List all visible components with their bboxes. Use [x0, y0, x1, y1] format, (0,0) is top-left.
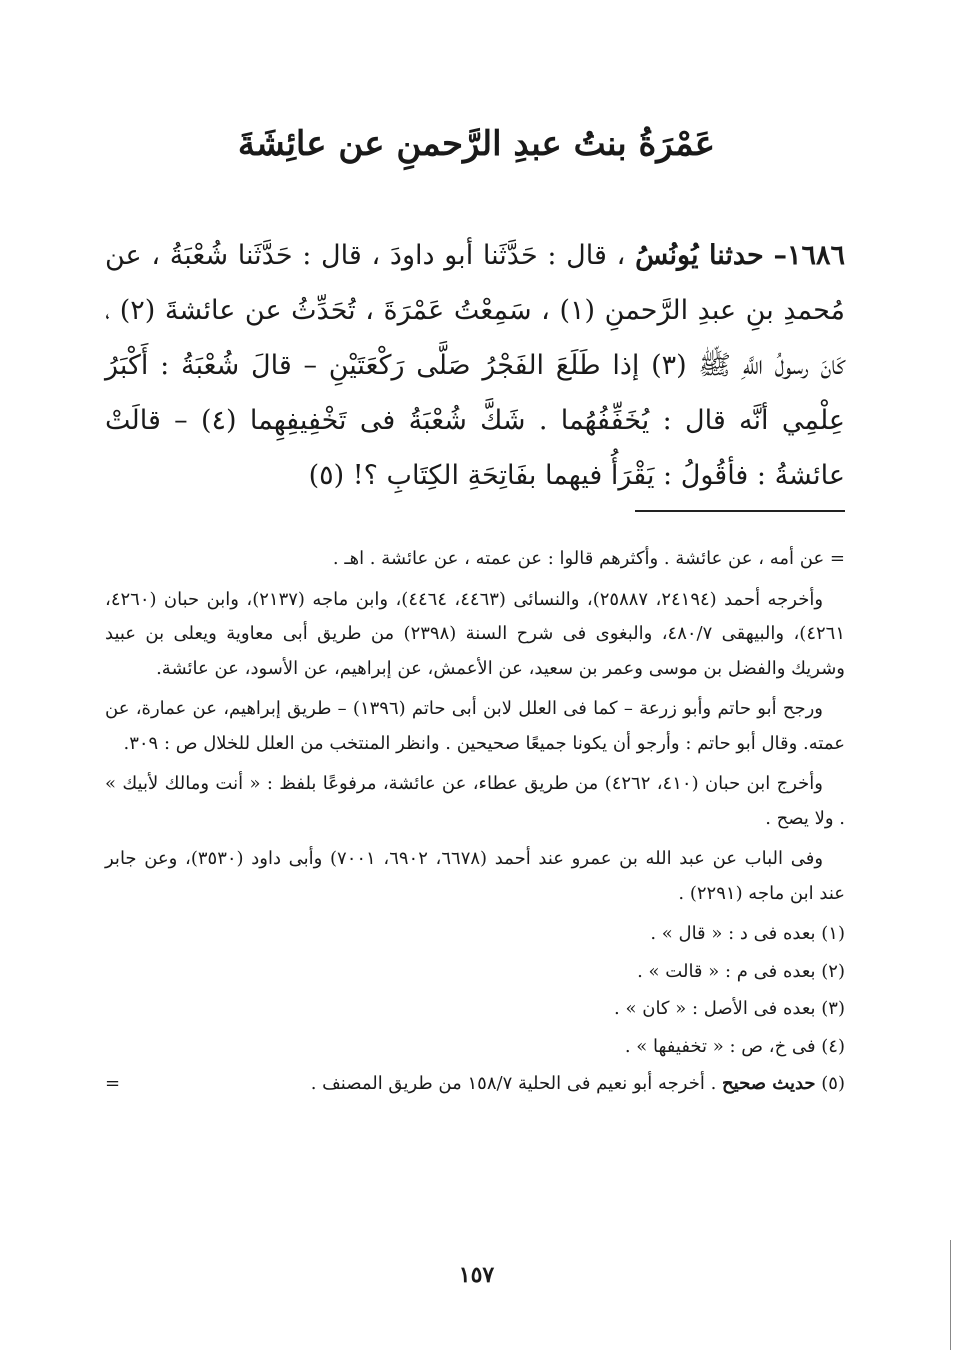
footnote-takhrij: وأخرج ابن حبان (٤١٠، ٤٢٦٢) من طريق عطاء، عن عائشة، مرفوعًا بلفظ : « أنت ومالك لأبيك » . ولا يصح .	[105, 773, 845, 829]
footnote-5-text: . أخرجه أبو نعيم فى الحلية ١٥٨/٧ من طريق المصنف .	[310, 1073, 717, 1094]
chapter-title: عَمْرَةُ بنتُ عبدِ الرَّحمنِ عن عائِشَةَ	[237, 124, 716, 164]
footnote-5-label: (٥)	[821, 1073, 845, 1094]
hadith-number: ١٦٨٦–	[773, 240, 845, 271]
footnote-item: (٤) فى خ، ص : « تخفيفها » .	[624, 1035, 845, 1057]
footnote-5-grading: حديث صحيح	[722, 1073, 816, 1094]
footnote-takhrij: وأخرجه أحمد (٢٤١٩٤، ٢٥٨٨٧)، والنسائى (٤٤٦٣، ٤٤٦٤)، وابن ماجه (٢١٣٧)، وابن حبان (٤٢٦٠، ٤٢٦١)، والبيهقى ٤٨٠/٧، والبغوى فى شرح السنة (٢٣٩٨) من طريق أبى معاوية ويعلى بن عبيد وشريك والفضل بن موسى وعمر بن سعيد، عن الأعمش، عن إبراهيم، عن الأسود، عن عائشة.	[105, 588, 845, 679]
footnote-takhrij: ورجح أبو حاتم وأبو زرعة – كما فى العلل لابن أبى حاتم (١٣٩٦) – طريق إبراهيم، عن عمارة، عن عمته. وقال أبو حاتم : وأرجو أن يكونا جميعًا صحيحين . وانظر المنتخب من العلل للخلال ص : ٣٠٩.	[105, 698, 845, 754]
footnote-item-5	[105, 1067, 845, 1102]
footnote-item: (١) بعده فى د : « قال » .	[650, 923, 845, 944]
footnote-separator	[635, 510, 845, 512]
scan-edge-line	[950, 1240, 951, 1350]
hadith-text-block	[105, 228, 845, 503]
footnote-item: (٣) بعده فى الأصل : « كان » .	[614, 998, 845, 1019]
page-number: ١٥٧	[458, 1262, 495, 1288]
continuation-mark: =	[105, 1073, 121, 1094]
footnotes-block	[105, 542, 845, 1105]
hadith-opener: حدثنا يُونُسُ	[635, 240, 764, 271]
footnote-continuation: = عن أمه ، عن عائشة . وأكثرهم قالوا : عن عمته ، عن عائشة . اهـ .	[332, 548, 845, 569]
footnote-takhrij: وفى الباب عن عبد الله بن عمرو عند أحمد (٦٦٧٨، ٦٩٠٢، ٧٠٠١) وأبى داود (٣٥٣٠)، وعن جابر عند ابن ماجه (٢٢٩١) .	[105, 848, 845, 904]
hadith-body: ، قال : حَدَّثَنا أبو داودَ ، قال : حَدَّثَنا شُعْبَةُ ، عن مُحمدِ بنِ عبدِ الرَّحمنِ (١) ، سَمِعْتُ عَمْرَةَ ، تُحَدِّثُ عن عائشةَ (٢) ، كَانَ رسولُ اللَّهِ ﷺ (٣) إذا طَلَعَ الفَجْرُ صَلَّى رَكْعَتَيْنِ – قالَ شُعْبَةُ : أَكْبَرُ عِلْمِي أنَّه قال : يُخَفِّفُهُما . شَكَّ شُعْبَةُ فى تَخْفِيفِهِما (٤) – قالَتْ عائشةُ : فأقُولُ : يَقْرَأُ فيهما بفَاتِحَةِ الكِتَابِ ؟! (٥)	[105, 240, 846, 491]
footnote-item: (٢) بعده فى م : « قالت » .	[637, 960, 845, 982]
